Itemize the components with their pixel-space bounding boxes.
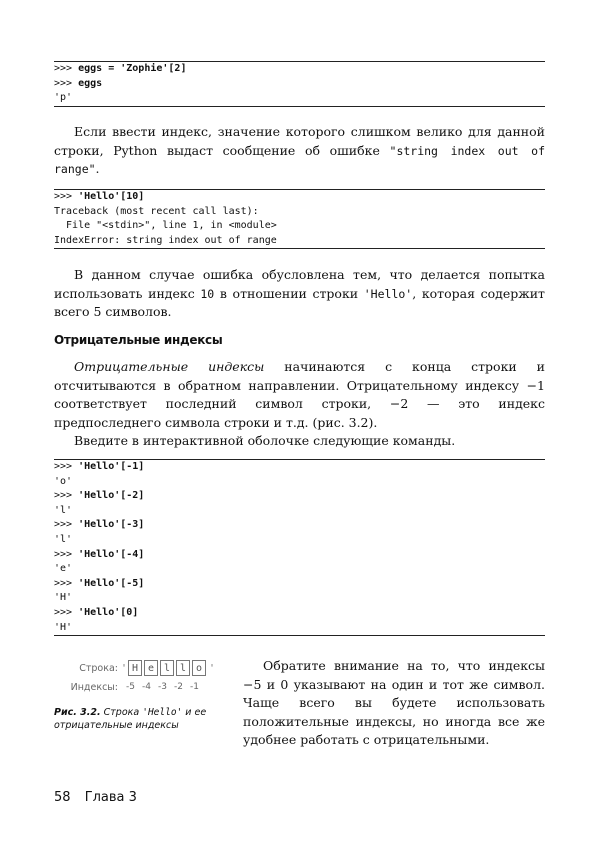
figure-index-values — [124, 682, 201, 692]
code-block-negative-indices — [54, 459, 545, 636]
code-cmd: 'Hello'[0] — [78, 606, 139, 618]
code-out: File "<stdin>", line 1, in <module> — [54, 220, 277, 232]
para4-text: Введите в интерактивной оболочке следующие команды. — [74, 433, 456, 448]
figure-char-cell: o — [192, 660, 206, 676]
figure-open-quote: ' — [120, 662, 128, 674]
figure-char-cell: H — [128, 660, 142, 676]
figure-caption — [54, 706, 224, 732]
code-prompt: >>> — [54, 519, 79, 531]
paragraph-instructions — [54, 432, 545, 451]
code-line — [54, 219, 545, 234]
code-line — [54, 205, 545, 220]
code-out: 'p' — [54, 92, 73, 104]
code-line — [54, 234, 545, 249]
figure-index-value: -1 — [190, 682, 199, 692]
para2-index-value: 10 — [200, 286, 215, 301]
para1-error-message: "string index out of range" — [54, 143, 545, 177]
code-line — [54, 606, 545, 621]
code-line — [54, 489, 545, 504]
figure-string-label: Строка: — [79, 663, 118, 674]
para3-text: начинаются с конца строки и отсчитываются в обратном направлении. Отрицательному индексу −1 соответствует последний символ строки, −2 — это индекс предпоследнего символа строки и т.д. (рис. 3.2). — [54, 359, 545, 430]
paragraph-figure-note — [243, 657, 545, 750]
code-out: Traceback (most recent call last): — [54, 205, 259, 217]
chapter-label: Глава 3 — [84, 790, 137, 805]
figure-char-cell: l — [160, 660, 174, 676]
para2-text-a: В данном случае ошибка обусловлена тем, что делается попытка использовать индекс — [54, 267, 545, 301]
code-cmd: 'Hello'[-4] — [78, 548, 145, 560]
code-prompt: >>> — [54, 191, 79, 202]
code-line — [54, 460, 545, 475]
page-footer — [54, 790, 137, 805]
code-line — [54, 62, 545, 77]
code-out: IndexError: string index out of range — [54, 234, 277, 246]
code-block-traceback — [54, 189, 545, 249]
code-prompt: >>> — [54, 548, 79, 560]
figure-char-cell: l — [176, 660, 190, 676]
figure-index-value: -5 — [126, 682, 135, 692]
paragraph-negative-indices — [54, 358, 545, 432]
para2-text-c: , которая содержит всего 5 символов. — [54, 285, 545, 320]
figure-caption-text-a: Строка — [100, 707, 143, 718]
code-prompt: >>> — [54, 490, 79, 502]
code-cmd: eggs — [78, 77, 103, 89]
code-line — [54, 533, 545, 548]
figure-index-row — [54, 680, 224, 700]
code-out: 'H' — [54, 621, 73, 633]
figure-close-quote: ' — [208, 662, 216, 674]
code-cmd: 'Hello'[-3] — [78, 519, 145, 531]
code-line — [54, 504, 545, 519]
code-prompt: >>> — [54, 77, 79, 89]
figure-index-label: Индексы: — [70, 682, 118, 693]
code-cmd: 'Hello'[-5] — [78, 577, 145, 589]
code-prompt: >>> — [54, 63, 79, 74]
code-line — [54, 577, 545, 592]
figure-string-row — [54, 660, 224, 680]
code-line — [54, 190, 545, 205]
code-line — [54, 591, 545, 606]
code-line — [54, 475, 545, 490]
code-out: 'e' — [54, 563, 73, 575]
fig-text: Обратите внимание на то, что индексы −5 и 0 указывают на один и тот же символ. Чаще всего вы будете использовать положительные индексы, но иногда все же удобнее работать с отрицательными. — [243, 658, 545, 748]
code-out: 'l' — [54, 504, 73, 516]
figure-index-value: -2 — [174, 682, 183, 692]
code-prompt: >>> — [54, 461, 79, 472]
code-cmd: 'Hello'[-1] — [78, 461, 145, 472]
para3-term: Отрицательные индексы — [74, 359, 265, 374]
code-line — [54, 548, 545, 563]
figure-index-value: -3 — [158, 682, 167, 692]
figure-3-2 — [54, 660, 224, 732]
figure-caption-number: Рис. 3.2. — [54, 707, 101, 718]
para1-text-a: Если ввести индекс, значение которого слишком велико для данной строки, Python выдаст сообщение об ошибке — [54, 124, 545, 158]
figure-char-cells — [120, 660, 216, 676]
code-line — [54, 621, 545, 636]
paragraph-index-error — [54, 123, 545, 179]
para1-text-b: . — [95, 161, 100, 177]
code-out: 'H' — [54, 592, 73, 604]
code-prompt: >>> — [54, 577, 79, 589]
page-number: 58 — [54, 790, 71, 805]
figure-index-value: -4 — [142, 682, 151, 692]
para2-string-value: 'Hello' — [363, 286, 413, 301]
code-line — [54, 518, 545, 533]
section-heading: Отрицательные индексы — [54, 333, 223, 347]
figure-caption-mono: 'Hello' — [142, 707, 183, 718]
code-cmd: eggs = 'Zophie'[2] — [78, 63, 187, 74]
code-out: 'o' — [54, 475, 73, 487]
figure-char-cell: e — [144, 660, 158, 676]
code-cmd: 'Hello'[10] — [78, 191, 145, 202]
code-line — [54, 77, 545, 92]
code-line — [54, 91, 545, 106]
code-block-indexing — [54, 61, 545, 107]
figure-caption-text-b: и ее отрицательные индексы — [54, 707, 207, 731]
code-cmd: 'Hello'[-2] — [78, 490, 145, 502]
code-line — [54, 562, 545, 577]
code-prompt: >>> — [54, 606, 79, 618]
code-out: 'l' — [54, 533, 73, 545]
para2-text-b: в отношении строки — [214, 285, 364, 301]
paragraph-error-explanation — [54, 266, 545, 322]
